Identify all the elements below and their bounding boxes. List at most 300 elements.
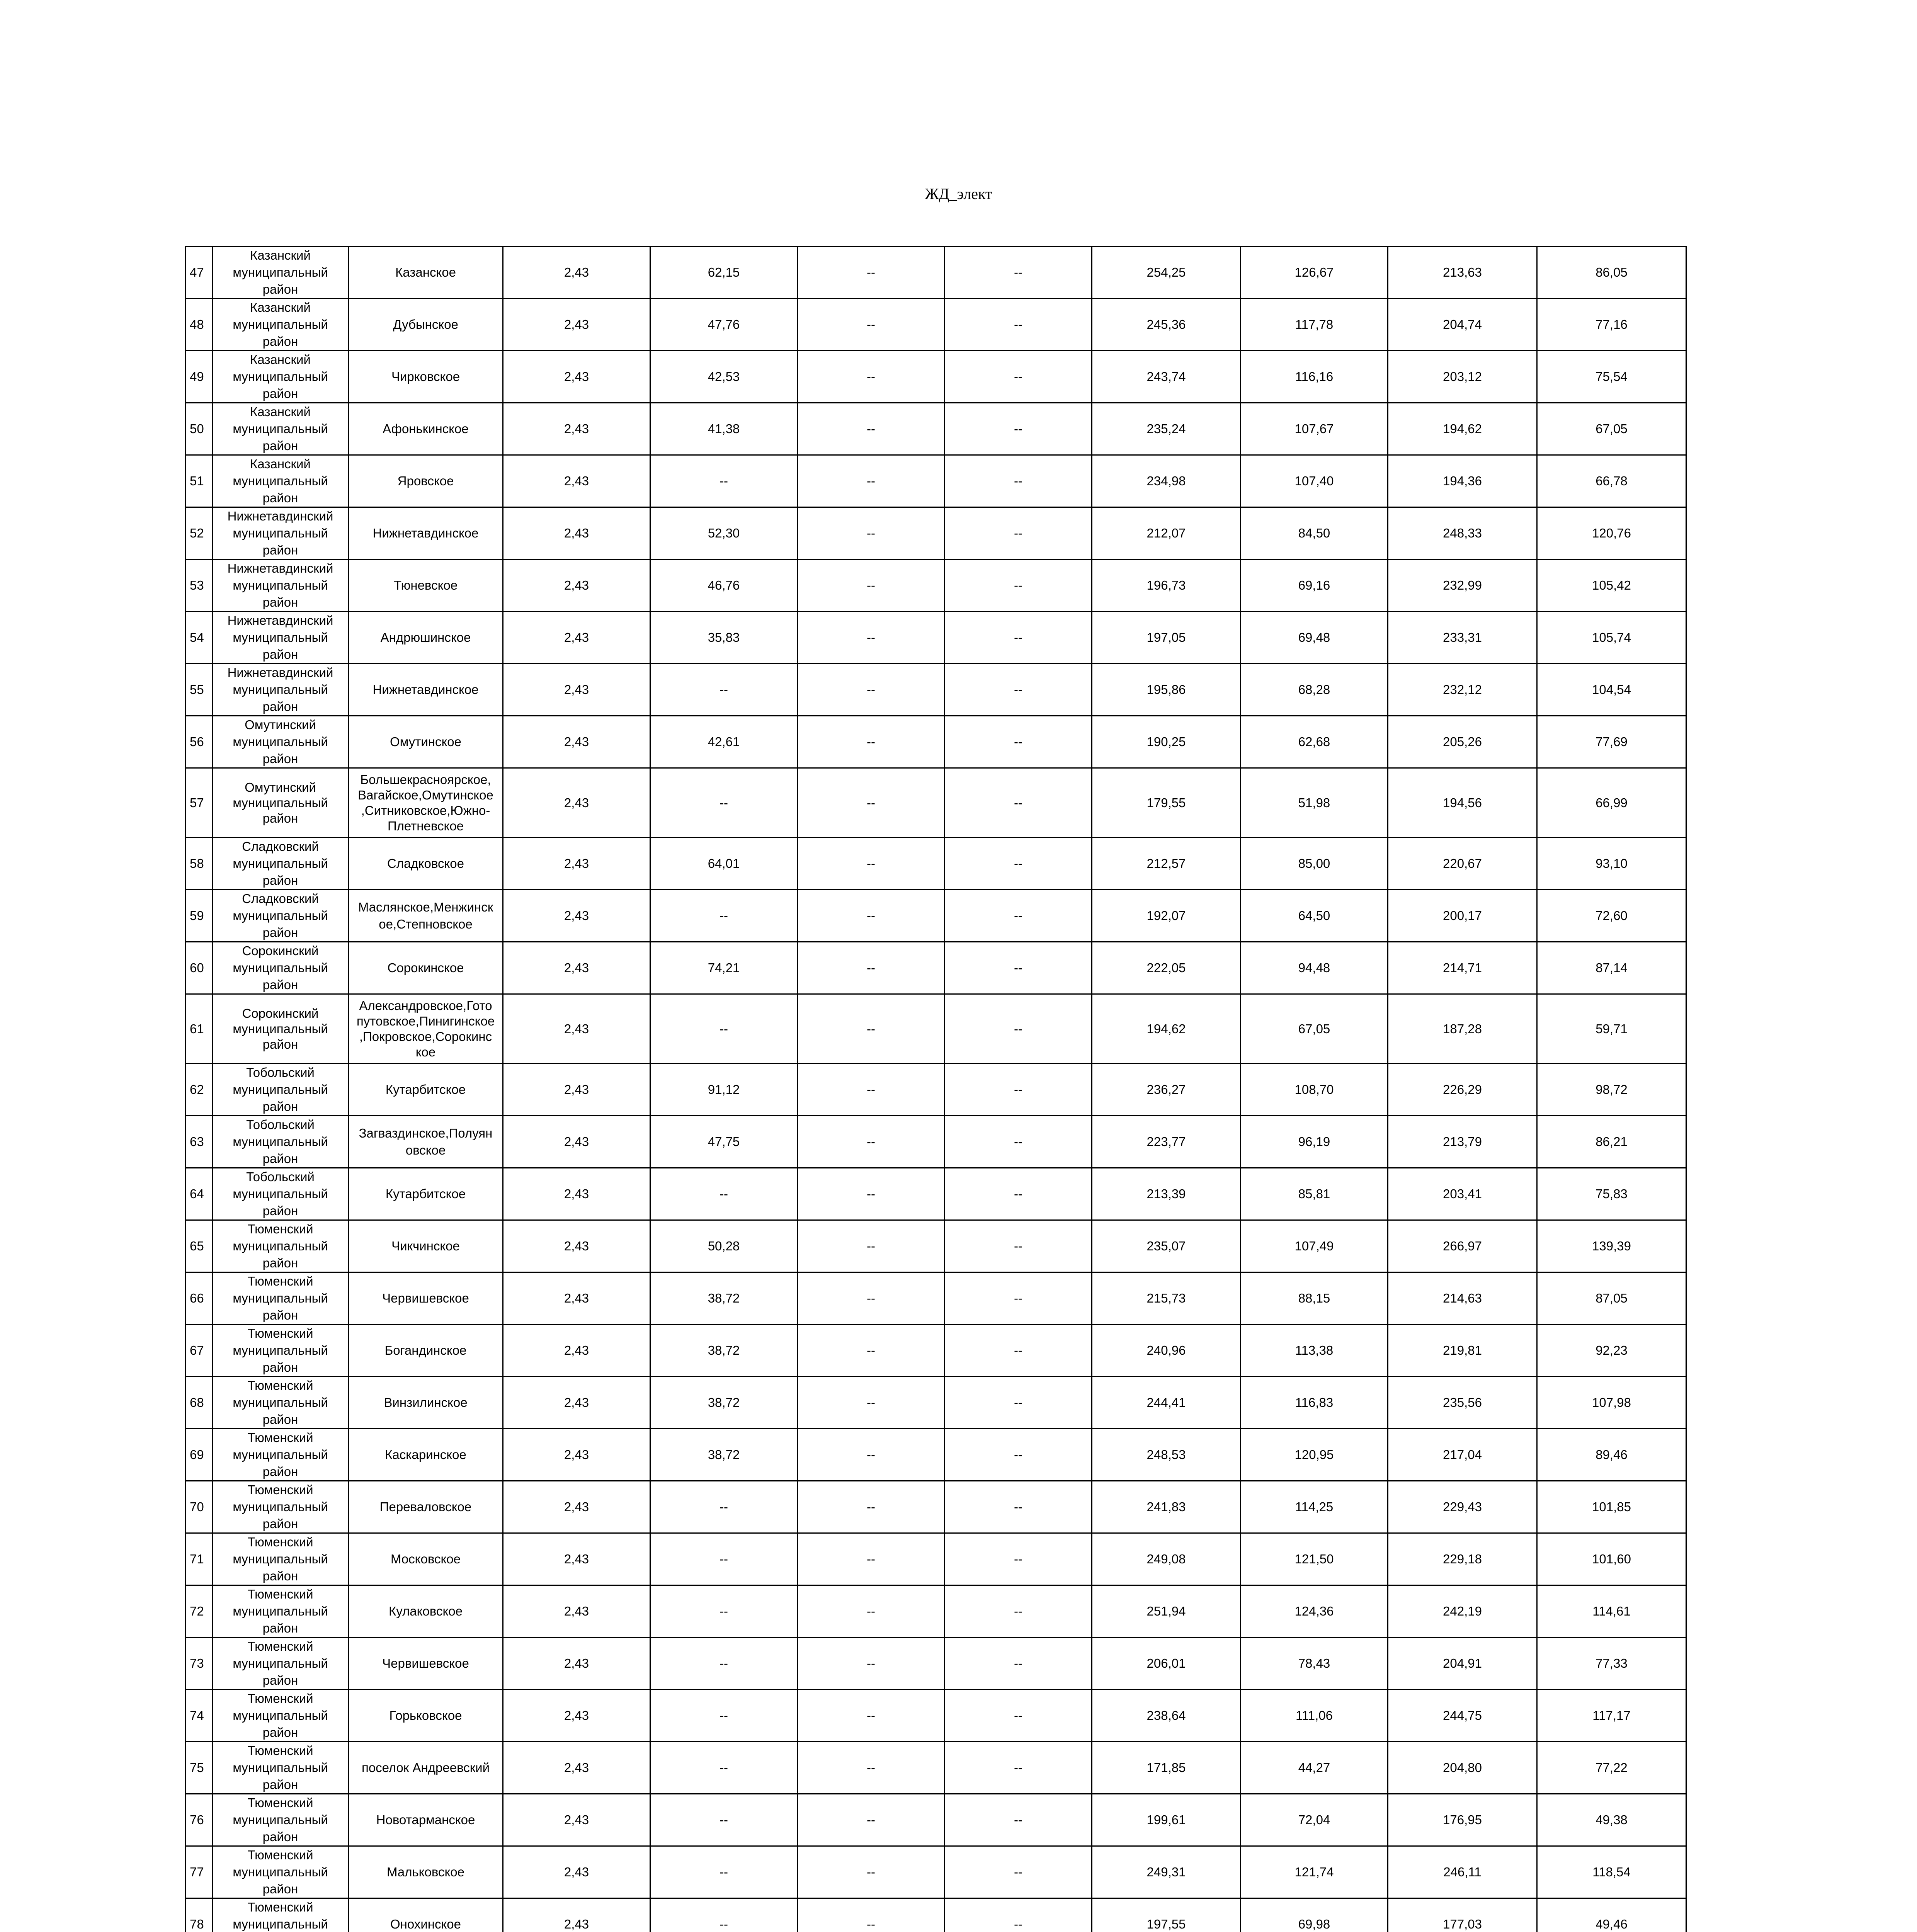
col-9-value: 117,78 xyxy=(1241,299,1388,351)
col-10-value: 229,18 xyxy=(1388,1533,1537,1585)
table-row xyxy=(185,1585,1686,1638)
col-5-value: 64,01 xyxy=(650,838,798,890)
settlement-name: Винзилинское xyxy=(349,1377,503,1429)
col-10-value: 194,36 xyxy=(1388,455,1537,507)
settlement-name: Мальковское xyxy=(349,1846,503,1898)
table-row xyxy=(185,455,1686,507)
col-5-value: -- xyxy=(650,664,798,716)
table-row xyxy=(185,1794,1686,1846)
col-6-value: -- xyxy=(798,838,945,890)
district-name: Сорокинский муниципальный район xyxy=(213,994,349,1064)
col-7-value: -- xyxy=(945,1377,1092,1429)
settlement-name: Богандинское xyxy=(349,1325,503,1377)
col-8-value: 241,83 xyxy=(1092,1481,1241,1533)
col-5-value: -- xyxy=(650,1168,798,1220)
col-10-value: 214,71 xyxy=(1388,942,1537,994)
col-8-value: 243,74 xyxy=(1092,351,1241,403)
col-5-value: 38,72 xyxy=(650,1325,798,1377)
col-8-value: 199,61 xyxy=(1092,1794,1241,1846)
settlement-name: Чирковское xyxy=(349,351,503,403)
district-name: Сорокинский муниципальный район xyxy=(213,942,349,994)
col-7-value: -- xyxy=(945,1116,1092,1168)
table-row xyxy=(185,1742,1686,1794)
col-11-value: 75,54 xyxy=(1537,351,1686,403)
col-4-value: 2,43 xyxy=(503,1220,650,1272)
col-10-value: 213,63 xyxy=(1388,247,1537,299)
col-9-value: 116,83 xyxy=(1241,1377,1388,1429)
table-row xyxy=(185,560,1686,612)
col-5-value: -- xyxy=(650,1690,798,1742)
col-8-value: 236,27 xyxy=(1092,1064,1241,1116)
col-5-value: -- xyxy=(650,455,798,507)
col-8-value: 240,96 xyxy=(1092,1325,1241,1377)
col-5-value: 91,12 xyxy=(650,1064,798,1116)
col-4-value: 2,43 xyxy=(503,1272,650,1325)
district-name: Нижнетавдинский муниципальный район xyxy=(213,664,349,716)
settlement-name: Горьковское xyxy=(349,1690,503,1742)
col-8-value: 245,36 xyxy=(1092,299,1241,351)
col-9-value: 107,49 xyxy=(1241,1220,1388,1272)
col-9-value: 96,19 xyxy=(1241,1116,1388,1168)
col-4-value: 2,43 xyxy=(503,455,650,507)
col-7-value: -- xyxy=(945,1898,1092,1932)
col-11-value: 93,10 xyxy=(1537,838,1686,890)
table-row xyxy=(185,1690,1686,1742)
district-name: Тюменский муниципальный район xyxy=(213,1325,349,1377)
col-10-value: 232,12 xyxy=(1388,664,1537,716)
col-7-value: -- xyxy=(945,247,1092,299)
col-6-value: -- xyxy=(798,403,945,455)
col-5-value: 38,72 xyxy=(650,1377,798,1429)
col-4-value: 2,43 xyxy=(503,1585,650,1638)
col-8-value: 197,05 xyxy=(1092,612,1241,664)
col-10-value: 217,04 xyxy=(1388,1429,1537,1481)
col-5-value: 38,72 xyxy=(650,1429,798,1481)
col-4-value: 2,43 xyxy=(503,1377,650,1429)
col-10-value: 242,19 xyxy=(1388,1585,1537,1638)
col-11-value: 87,14 xyxy=(1537,942,1686,994)
row-number: 67 xyxy=(185,1325,213,1377)
col-9-value: 121,50 xyxy=(1241,1533,1388,1585)
col-9-value: 124,36 xyxy=(1241,1585,1388,1638)
col-6-value: -- xyxy=(798,1638,945,1690)
table-row xyxy=(185,1429,1686,1481)
col-11-value: 67,05 xyxy=(1537,403,1686,455)
col-4-value: 2,43 xyxy=(503,994,650,1064)
row-number: 51 xyxy=(185,455,213,507)
table-row xyxy=(185,1325,1686,1377)
col-10-value: 187,28 xyxy=(1388,994,1537,1064)
settlement-name: Московское xyxy=(349,1533,503,1585)
col-7-value: -- xyxy=(945,1690,1092,1742)
col-6-value: -- xyxy=(798,1846,945,1898)
table-row xyxy=(185,247,1686,299)
settlement-name: Сорокинское xyxy=(349,942,503,994)
col-5-value: 41,38 xyxy=(650,403,798,455)
row-number: 58 xyxy=(185,838,213,890)
col-10-value: 244,75 xyxy=(1388,1690,1537,1742)
col-5-value: 42,53 xyxy=(650,351,798,403)
col-7-value: -- xyxy=(945,455,1092,507)
col-5-value: -- xyxy=(650,890,798,942)
col-7-value: -- xyxy=(945,1272,1092,1325)
col-5-value: -- xyxy=(650,1742,798,1794)
district-name: Нижнетавдинский муниципальный район xyxy=(213,560,349,612)
col-6-value: -- xyxy=(798,1481,945,1533)
row-number: 69 xyxy=(185,1429,213,1481)
col-11-value: 72,60 xyxy=(1537,890,1686,942)
col-6-value: -- xyxy=(798,507,945,560)
settlement-name: Каскаринское xyxy=(349,1429,503,1481)
col-9-value: 69,48 xyxy=(1241,612,1388,664)
table-row xyxy=(185,507,1686,560)
row-number: 59 xyxy=(185,890,213,942)
col-9-value: 84,50 xyxy=(1241,507,1388,560)
row-number: 56 xyxy=(185,716,213,768)
col-9-value: 94,48 xyxy=(1241,942,1388,994)
settlement-name: Яровское xyxy=(349,455,503,507)
col-7-value: -- xyxy=(945,664,1092,716)
table-row xyxy=(185,1220,1686,1272)
col-6-value: -- xyxy=(798,1690,945,1742)
district-name: Казанский муниципальный район xyxy=(213,247,349,299)
row-number: 64 xyxy=(185,1168,213,1220)
table-row xyxy=(185,994,1686,1064)
col-5-value: -- xyxy=(650,1898,798,1932)
settlement-name: Александровское,Гото путовское,Пинигинское ,Покровское,Сорокинс кое xyxy=(349,994,503,1064)
col-10-value: 232,99 xyxy=(1388,560,1537,612)
col-9-value: 111,06 xyxy=(1241,1690,1388,1742)
row-number: 70 xyxy=(185,1481,213,1533)
col-8-value: 171,85 xyxy=(1092,1742,1241,1794)
col-9-value: 44,27 xyxy=(1241,1742,1388,1794)
settlement-name: Новотарманское xyxy=(349,1794,503,1846)
col-8-value: 238,64 xyxy=(1092,1690,1241,1742)
settlement-name: Онохинское xyxy=(349,1898,503,1932)
district-name: Омутинский муниципальный район xyxy=(213,716,349,768)
district-name: Тобольский муниципальный район xyxy=(213,1064,349,1116)
col-10-value: 213,79 xyxy=(1388,1116,1537,1168)
row-number: 54 xyxy=(185,612,213,664)
district-name: Нижнетавдинский муниципальный район xyxy=(213,612,349,664)
col-6-value: -- xyxy=(798,716,945,768)
col-6-value: -- xyxy=(798,299,945,351)
col-4-value: 2,43 xyxy=(503,838,650,890)
row-number: 71 xyxy=(185,1533,213,1585)
col-4-value: 2,43 xyxy=(503,1325,650,1377)
col-6-value: -- xyxy=(798,1585,945,1638)
col-4-value: 2,43 xyxy=(503,942,650,994)
col-11-value: 75,83 xyxy=(1537,1168,1686,1220)
col-5-value: 47,75 xyxy=(650,1116,798,1168)
district-name: Тюменский муниципальный район xyxy=(213,1377,349,1429)
col-5-value: 42,61 xyxy=(650,716,798,768)
col-4-value: 2,43 xyxy=(503,560,650,612)
col-7-value: -- xyxy=(945,1638,1092,1690)
col-5-value: -- xyxy=(650,994,798,1064)
settlement-name: Большекрасноярское, Вагайское,Омутинское ,Ситниковское,Южно-Плетневское xyxy=(349,768,503,838)
col-11-value: 77,22 xyxy=(1537,1742,1686,1794)
col-10-value: 229,43 xyxy=(1388,1481,1537,1533)
col-7-value: -- xyxy=(945,351,1092,403)
col-4-value: 2,43 xyxy=(503,1846,650,1898)
col-9-value: 120,95 xyxy=(1241,1429,1388,1481)
row-number: 73 xyxy=(185,1638,213,1690)
col-5-value: -- xyxy=(650,1533,798,1585)
col-5-value: 38,72 xyxy=(650,1272,798,1325)
table-row xyxy=(185,612,1686,664)
col-4-value: 2,43 xyxy=(503,1742,650,1794)
col-4-value: 2,43 xyxy=(503,299,650,351)
col-10-value: 233,31 xyxy=(1388,612,1537,664)
row-number: 63 xyxy=(185,1116,213,1168)
col-10-value: 205,26 xyxy=(1388,716,1537,768)
col-6-value: -- xyxy=(798,1220,945,1272)
col-4-value: 2,43 xyxy=(503,1690,650,1742)
table-row xyxy=(185,1064,1686,1116)
col-4-value: 2,43 xyxy=(503,1898,650,1932)
table-row xyxy=(185,1272,1686,1325)
settlement-name: Андрюшинское xyxy=(349,612,503,664)
col-4-value: 2,43 xyxy=(503,351,650,403)
col-11-value: 118,54 xyxy=(1537,1846,1686,1898)
district-name: Нижнетавдинский муниципальный район xyxy=(213,507,349,560)
col-4-value: 2,43 xyxy=(503,507,650,560)
settlement-name: Кулаковское xyxy=(349,1585,503,1638)
col-8-value: 249,08 xyxy=(1092,1533,1241,1585)
col-8-value: 195,86 xyxy=(1092,664,1241,716)
col-8-value: 190,25 xyxy=(1092,716,1241,768)
col-7-value: -- xyxy=(945,1533,1092,1585)
row-number: 62 xyxy=(185,1064,213,1116)
col-5-value: 74,21 xyxy=(650,942,798,994)
col-10-value: 214,63 xyxy=(1388,1272,1537,1325)
district-name: Тюменский муниципальный район xyxy=(213,1533,349,1585)
table-row xyxy=(185,1116,1686,1168)
col-9-value: 85,00 xyxy=(1241,838,1388,890)
col-7-value: -- xyxy=(945,560,1092,612)
district-name: Тюменский муниципальный район xyxy=(213,1690,349,1742)
district-name: Сладковский муниципальный район xyxy=(213,890,349,942)
col-4-value: 2,43 xyxy=(503,1116,650,1168)
col-7-value: -- xyxy=(945,1325,1092,1377)
col-11-value: 104,54 xyxy=(1537,664,1686,716)
table-row xyxy=(185,1533,1686,1585)
col-6-value: -- xyxy=(798,455,945,507)
col-4-value: 2,43 xyxy=(503,612,650,664)
col-7-value: -- xyxy=(945,1168,1092,1220)
col-8-value: 197,55 xyxy=(1092,1898,1241,1932)
col-5-value: -- xyxy=(650,1638,798,1690)
col-6-value: -- xyxy=(798,1116,945,1168)
col-7-value: -- xyxy=(945,403,1092,455)
col-9-value: 69,16 xyxy=(1241,560,1388,612)
col-6-value: -- xyxy=(798,1064,945,1116)
col-4-value: 2,43 xyxy=(503,247,650,299)
col-11-value: 59,71 xyxy=(1537,994,1686,1064)
col-11-value: 139,39 xyxy=(1537,1220,1686,1272)
col-10-value: 204,80 xyxy=(1388,1742,1537,1794)
col-9-value: 113,38 xyxy=(1241,1325,1388,1377)
col-11-value: 107,98 xyxy=(1537,1377,1686,1429)
settlement-name: поселок Андреевский xyxy=(349,1742,503,1794)
col-11-value: 66,78 xyxy=(1537,455,1686,507)
table-row xyxy=(185,403,1686,455)
col-4-value: 2,43 xyxy=(503,1064,650,1116)
col-11-value: 98,72 xyxy=(1537,1064,1686,1116)
settlement-name: Нижнетавдинское xyxy=(349,507,503,560)
settlement-name: Кутарбитское xyxy=(349,1064,503,1116)
settlement-name: Чикчинское xyxy=(349,1220,503,1272)
col-9-value: 116,16 xyxy=(1241,351,1388,403)
col-4-value: 2,43 xyxy=(503,403,650,455)
col-10-value: 219,81 xyxy=(1388,1325,1537,1377)
district-name: Тюменский муниципальный район xyxy=(213,1429,349,1481)
row-number: 53 xyxy=(185,560,213,612)
district-name: Тюменский муниципальный район xyxy=(213,1272,349,1325)
row-number: 55 xyxy=(185,664,213,716)
table-row xyxy=(185,664,1686,716)
col-9-value: 72,04 xyxy=(1241,1794,1388,1846)
col-11-value: 89,46 xyxy=(1537,1429,1686,1481)
table-row xyxy=(185,716,1686,768)
table-row xyxy=(185,838,1686,890)
table-row xyxy=(185,1481,1686,1533)
row-number: 52 xyxy=(185,507,213,560)
col-11-value: 77,16 xyxy=(1537,299,1686,351)
col-4-value: 2,43 xyxy=(503,1429,650,1481)
col-7-value: -- xyxy=(945,1481,1092,1533)
district-name: Тюменский муниципальный район xyxy=(213,1481,349,1533)
col-4-value: 2,43 xyxy=(503,890,650,942)
row-number: 66 xyxy=(185,1272,213,1325)
col-9-value: 51,98 xyxy=(1241,768,1388,838)
col-8-value: 222,05 xyxy=(1092,942,1241,994)
col-9-value: 64,50 xyxy=(1241,890,1388,942)
col-11-value: 120,76 xyxy=(1537,507,1686,560)
col-10-value: 248,33 xyxy=(1388,507,1537,560)
col-8-value: 251,94 xyxy=(1092,1585,1241,1638)
col-8-value: 223,77 xyxy=(1092,1116,1241,1168)
col-11-value: 105,42 xyxy=(1537,560,1686,612)
col-7-value: -- xyxy=(945,507,1092,560)
col-7-value: -- xyxy=(945,768,1092,838)
col-10-value: 200,17 xyxy=(1388,890,1537,942)
col-6-value: -- xyxy=(798,560,945,612)
col-11-value: 92,23 xyxy=(1537,1325,1686,1377)
col-7-value: -- xyxy=(945,838,1092,890)
col-5-value: 52,30 xyxy=(650,507,798,560)
col-4-value: 2,43 xyxy=(503,664,650,716)
col-8-value: 235,07 xyxy=(1092,1220,1241,1272)
page-header-title: ЖД_элект xyxy=(925,185,992,202)
settlement-name: Тюневское xyxy=(349,560,503,612)
col-5-value: 50,28 xyxy=(650,1220,798,1272)
col-7-value: -- xyxy=(945,716,1092,768)
col-4-value: 2,43 xyxy=(503,1638,650,1690)
col-10-value: 194,62 xyxy=(1388,403,1537,455)
col-10-value: 226,29 xyxy=(1388,1064,1537,1116)
data-table xyxy=(185,246,1687,1932)
col-9-value: 62,68 xyxy=(1241,716,1388,768)
row-number: 48 xyxy=(185,299,213,351)
col-7-value: -- xyxy=(945,1794,1092,1846)
district-name: Тюменский муниципальный район xyxy=(213,1220,349,1272)
settlement-name: Сладковское xyxy=(349,838,503,890)
col-7-value: -- xyxy=(945,994,1092,1064)
col-10-value: 246,11 xyxy=(1388,1846,1537,1898)
row-number: 50 xyxy=(185,403,213,455)
table-body xyxy=(185,247,1686,1932)
col-9-value: 126,67 xyxy=(1241,247,1388,299)
col-4-value: 2,43 xyxy=(503,1168,650,1220)
row-number: 74 xyxy=(185,1690,213,1742)
district-name: Казанский муниципальный район xyxy=(213,455,349,507)
col-6-value: -- xyxy=(798,768,945,838)
row-number: 76 xyxy=(185,1794,213,1846)
settlement-name: Нижнетавдинское xyxy=(349,664,503,716)
col-11-value: 49,46 xyxy=(1537,1898,1686,1932)
col-8-value: 254,25 xyxy=(1092,247,1241,299)
row-number: 65 xyxy=(185,1220,213,1272)
col-7-value: -- xyxy=(945,612,1092,664)
col-9-value: 78,43 xyxy=(1241,1638,1388,1690)
col-6-value: -- xyxy=(798,1168,945,1220)
col-10-value: 177,03 xyxy=(1388,1898,1537,1932)
settlement-name: Казанское xyxy=(349,247,503,299)
col-10-value: 204,74 xyxy=(1388,299,1537,351)
col-6-value: -- xyxy=(798,664,945,716)
col-9-value: 88,15 xyxy=(1241,1272,1388,1325)
col-8-value: 196,73 xyxy=(1092,560,1241,612)
col-5-value: -- xyxy=(650,1794,798,1846)
district-name: Сладковский муниципальный район xyxy=(213,838,349,890)
col-7-value: -- xyxy=(945,1220,1092,1272)
col-6-value: -- xyxy=(798,612,945,664)
district-name: Тюменский муниципальный район xyxy=(213,1794,349,1846)
col-9-value: 108,70 xyxy=(1241,1064,1388,1116)
col-6-value: -- xyxy=(798,942,945,994)
col-7-value: -- xyxy=(945,1429,1092,1481)
table-row xyxy=(185,942,1686,994)
col-8-value: 212,57 xyxy=(1092,838,1241,890)
col-10-value: 203,41 xyxy=(1388,1168,1537,1220)
col-6-value: -- xyxy=(798,1533,945,1585)
row-number: 61 xyxy=(185,994,213,1064)
col-6-value: -- xyxy=(798,247,945,299)
col-6-value: -- xyxy=(798,994,945,1064)
col-4-value: 2,43 xyxy=(503,768,650,838)
col-6-value: -- xyxy=(798,1377,945,1429)
district-name: Казанский муниципальный район xyxy=(213,351,349,403)
district-name: Казанский муниципальный район xyxy=(213,299,349,351)
col-6-value: -- xyxy=(798,1429,945,1481)
col-7-value: -- xyxy=(945,1585,1092,1638)
table-row xyxy=(185,1898,1686,1932)
col-4-value: 2,43 xyxy=(503,1794,650,1846)
col-8-value: 215,73 xyxy=(1092,1272,1241,1325)
district-name: Тюменский муниципальный район xyxy=(213,1638,349,1690)
settlement-name: Червишевское xyxy=(349,1638,503,1690)
district-name: Тюменский муниципальный xyxy=(213,1898,349,1932)
row-number: 77 xyxy=(185,1846,213,1898)
col-9-value: 69,98 xyxy=(1241,1898,1388,1932)
settlement-name: Загваздинское,Полуян овское xyxy=(349,1116,503,1168)
district-name: Тюменский муниципальный район xyxy=(213,1585,349,1638)
col-9-value: 121,74 xyxy=(1241,1846,1388,1898)
col-11-value: 101,60 xyxy=(1537,1533,1686,1585)
col-6-value: -- xyxy=(798,1794,945,1846)
